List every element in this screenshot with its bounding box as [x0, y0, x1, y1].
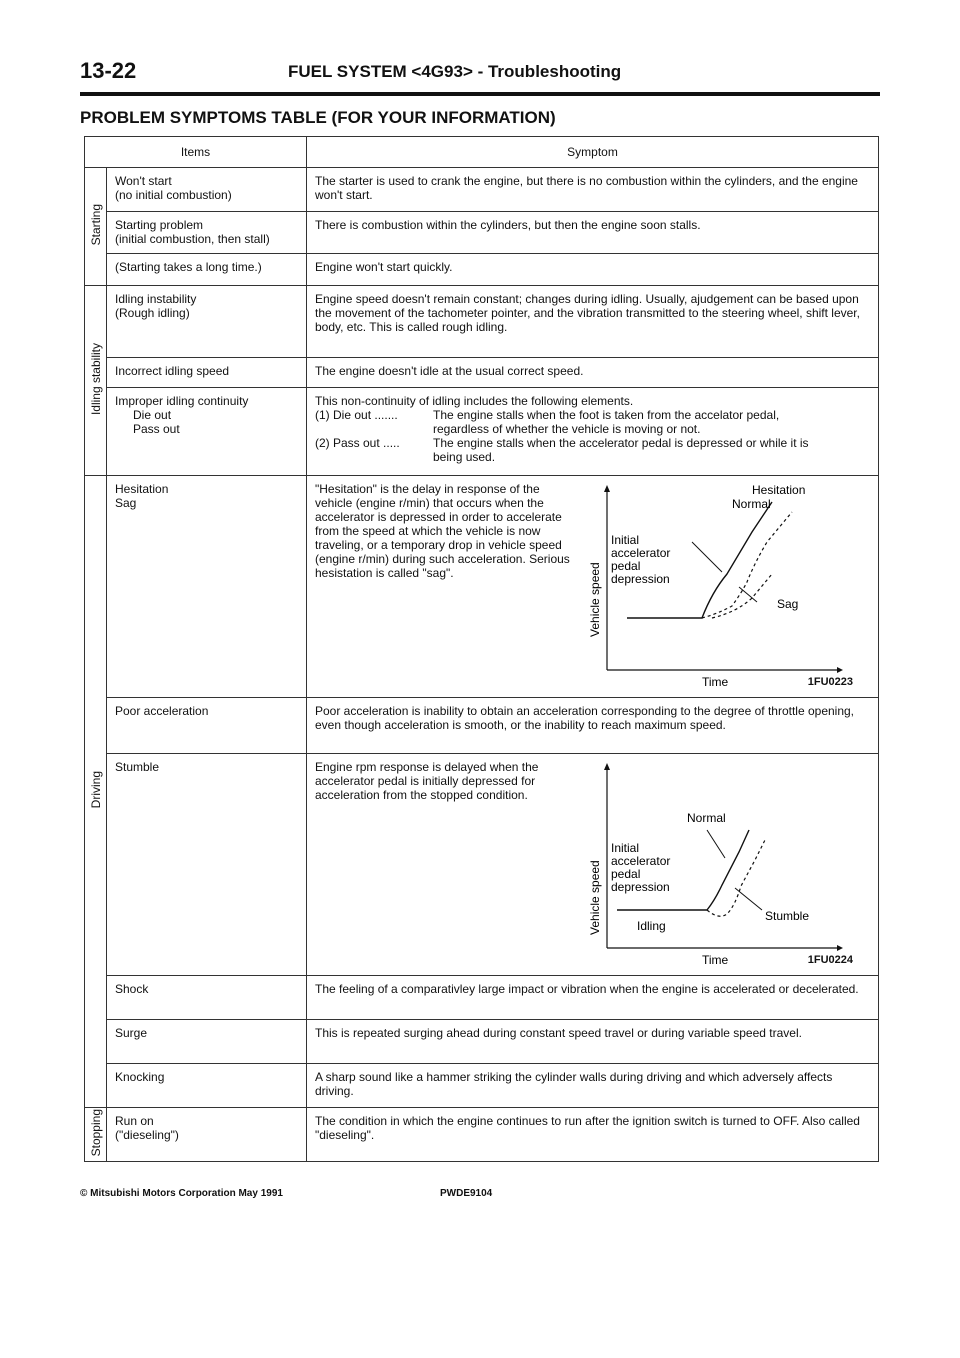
hesitation-text: "Hesitation" is the delay in response of the vehicle (engine r/min) that occurs when the accelerator is depressed in order to accelerate from the speed at which the vehicle is now traveling, or a temporary drop in vehicle speed (engine r/min) during such acceleration. Serious hesistation is called "sag". [315, 482, 570, 580]
col-header-symptom: Symptom [307, 137, 879, 168]
hesitation-figure [577, 482, 853, 688]
label-yaxis: Vehicle speed [588, 860, 602, 935]
figure-code: 1FU0223 [807, 676, 853, 688]
page-header [80, 58, 880, 94]
table-header-row [85, 137, 879, 168]
item-cell: Incorrect idling speed [107, 358, 307, 388]
symptom-cell: The engine doesn't idle at the usual correct speed. [307, 358, 879, 388]
table-row [85, 1020, 879, 1064]
symptoms-table [84, 136, 879, 1162]
symptom-cell: The condition in which the engine continues to run after the ignition switch is turned to OFF. Also called "dieseling". [307, 1108, 879, 1162]
group-starting: Starting [85, 168, 107, 286]
item-cell: Won't start (no initial combustion) [107, 168, 307, 212]
figure-code: 1FU0224 [807, 954, 853, 966]
label-normal: Normal [732, 497, 771, 511]
symptom-cell: Poor acceleration is inability to obtain an acceleration corresponding to the degree of throttle opening, even though acceleration is smooth, or the inability to reach maximum speed. [307, 698, 879, 754]
symptom-cell: The feeling of a comparativley large impact or vibration when the engine is accelerated or decelerated. [307, 976, 879, 1020]
stumble-figure [577, 760, 853, 966]
item-cell: (Starting takes a long time.) [107, 254, 307, 286]
table-row [85, 254, 879, 286]
table-row [85, 168, 879, 212]
label-xaxis: Time [702, 953, 729, 965]
item-cell: Starting problem (initial combustion, then stall) [107, 212, 307, 254]
stumble-text: Engine rpm response is delayed when the accelerator pedal is initially depressed for acceleration from the stopped condition. [315, 760, 539, 802]
label-depression: depression [611, 880, 670, 894]
symptom-cell: This non-continuity of idling includes the following elements. (1) Die out ....... The engine stalls when the foot is taken from the accelator pedal, regardless of whether the vehicle is moving or not. (2) Pass out ..... The engine stalls when the accelerator pedal is depressed or while it is being used. [307, 388, 879, 476]
item-cell: Run on ("dieseling") [107, 1108, 307, 1162]
label-sag: Sag [777, 597, 799, 611]
label-stumble: Stumble [765, 909, 810, 923]
label-pedal: pedal [611, 867, 641, 881]
symptom-cell: This is repeated surging ahead during constant speed travel or during variable speed travel. [307, 1020, 879, 1064]
item-cell: Shock [107, 976, 307, 1020]
item-cell: Poor acceleration [107, 698, 307, 754]
label-accelerator: accelerator [611, 546, 671, 560]
table-row [85, 1064, 879, 1108]
copyright: © Mitsubishi Motors Corporation May 1991 [80, 1188, 283, 1199]
label-initial: Initial [611, 533, 640, 547]
item-cell: Knocking [107, 1064, 307, 1108]
symptom-cell [307, 476, 879, 698]
label-yaxis: Vehicle speed [588, 562, 602, 637]
item-cell: Hesitation Sag [107, 476, 307, 698]
symptom-cell: There is combustion within the cylinders, but then the engine soon stalls. [307, 212, 879, 254]
table-row [85, 754, 879, 976]
table-row [85, 1108, 879, 1162]
table-row [85, 388, 879, 476]
header-rule [80, 92, 880, 96]
section-title: FUEL SYSTEM <4G93> - Troubleshooting [288, 62, 622, 81]
label-depression: depression [611, 572, 670, 586]
table-row [85, 358, 879, 388]
item-cell: Idling instability (Rough idling) [107, 286, 307, 358]
table-row [85, 476, 879, 698]
label-pedal: pedal [611, 559, 641, 573]
label-accelerator: accelerator [611, 854, 671, 868]
table-row [85, 698, 879, 754]
item-cell: Stumble [107, 754, 307, 976]
symptom-cell: The starter is used to crank the engine, but there is no combustion within the cylinders, and the engine won't start. [307, 168, 879, 212]
normal-curve [627, 502, 772, 618]
label-idling: Idling [637, 919, 666, 933]
group-driving: Driving [85, 476, 107, 1108]
table-row [85, 286, 879, 358]
label-xaxis: Time [702, 675, 729, 687]
symptom-cell: A sharp sound like a hammer striking the cylinder walls during driving and which adversely affects driving. [307, 1064, 879, 1108]
symptom-cell: Engine speed doesn't remain constant; changes during idling. Usually, ajudgement can be based upon the movement of the tachometer pointer, and the vibration transmitted to the steering wheel, shift lever, body, etc. This is called rough idling. [307, 286, 879, 358]
symptom-cell: Engine won't start quickly. [307, 254, 879, 286]
table-title: PROBLEM SYMPTOMS TABLE (FOR YOUR INFORMATION) [80, 108, 556, 127]
item-cell: Improper idling continuity Die out Pass out [107, 388, 307, 476]
label-normal: Normal [687, 811, 726, 825]
col-header-items: Items [85, 137, 307, 168]
group-stopping: Stopping [85, 1108, 107, 1162]
label-initial: Initial [611, 841, 640, 855]
table-row [85, 976, 879, 1020]
document-code: PWDE9104 [440, 1188, 493, 1199]
group-idling: Idling stability [85, 286, 107, 476]
table-row [85, 212, 879, 254]
label-hesitation: Hesitation [752, 483, 806, 497]
page-number: 13-22 [80, 58, 137, 83]
symptom-cell [307, 754, 879, 976]
item-cell: Surge [107, 1020, 307, 1064]
